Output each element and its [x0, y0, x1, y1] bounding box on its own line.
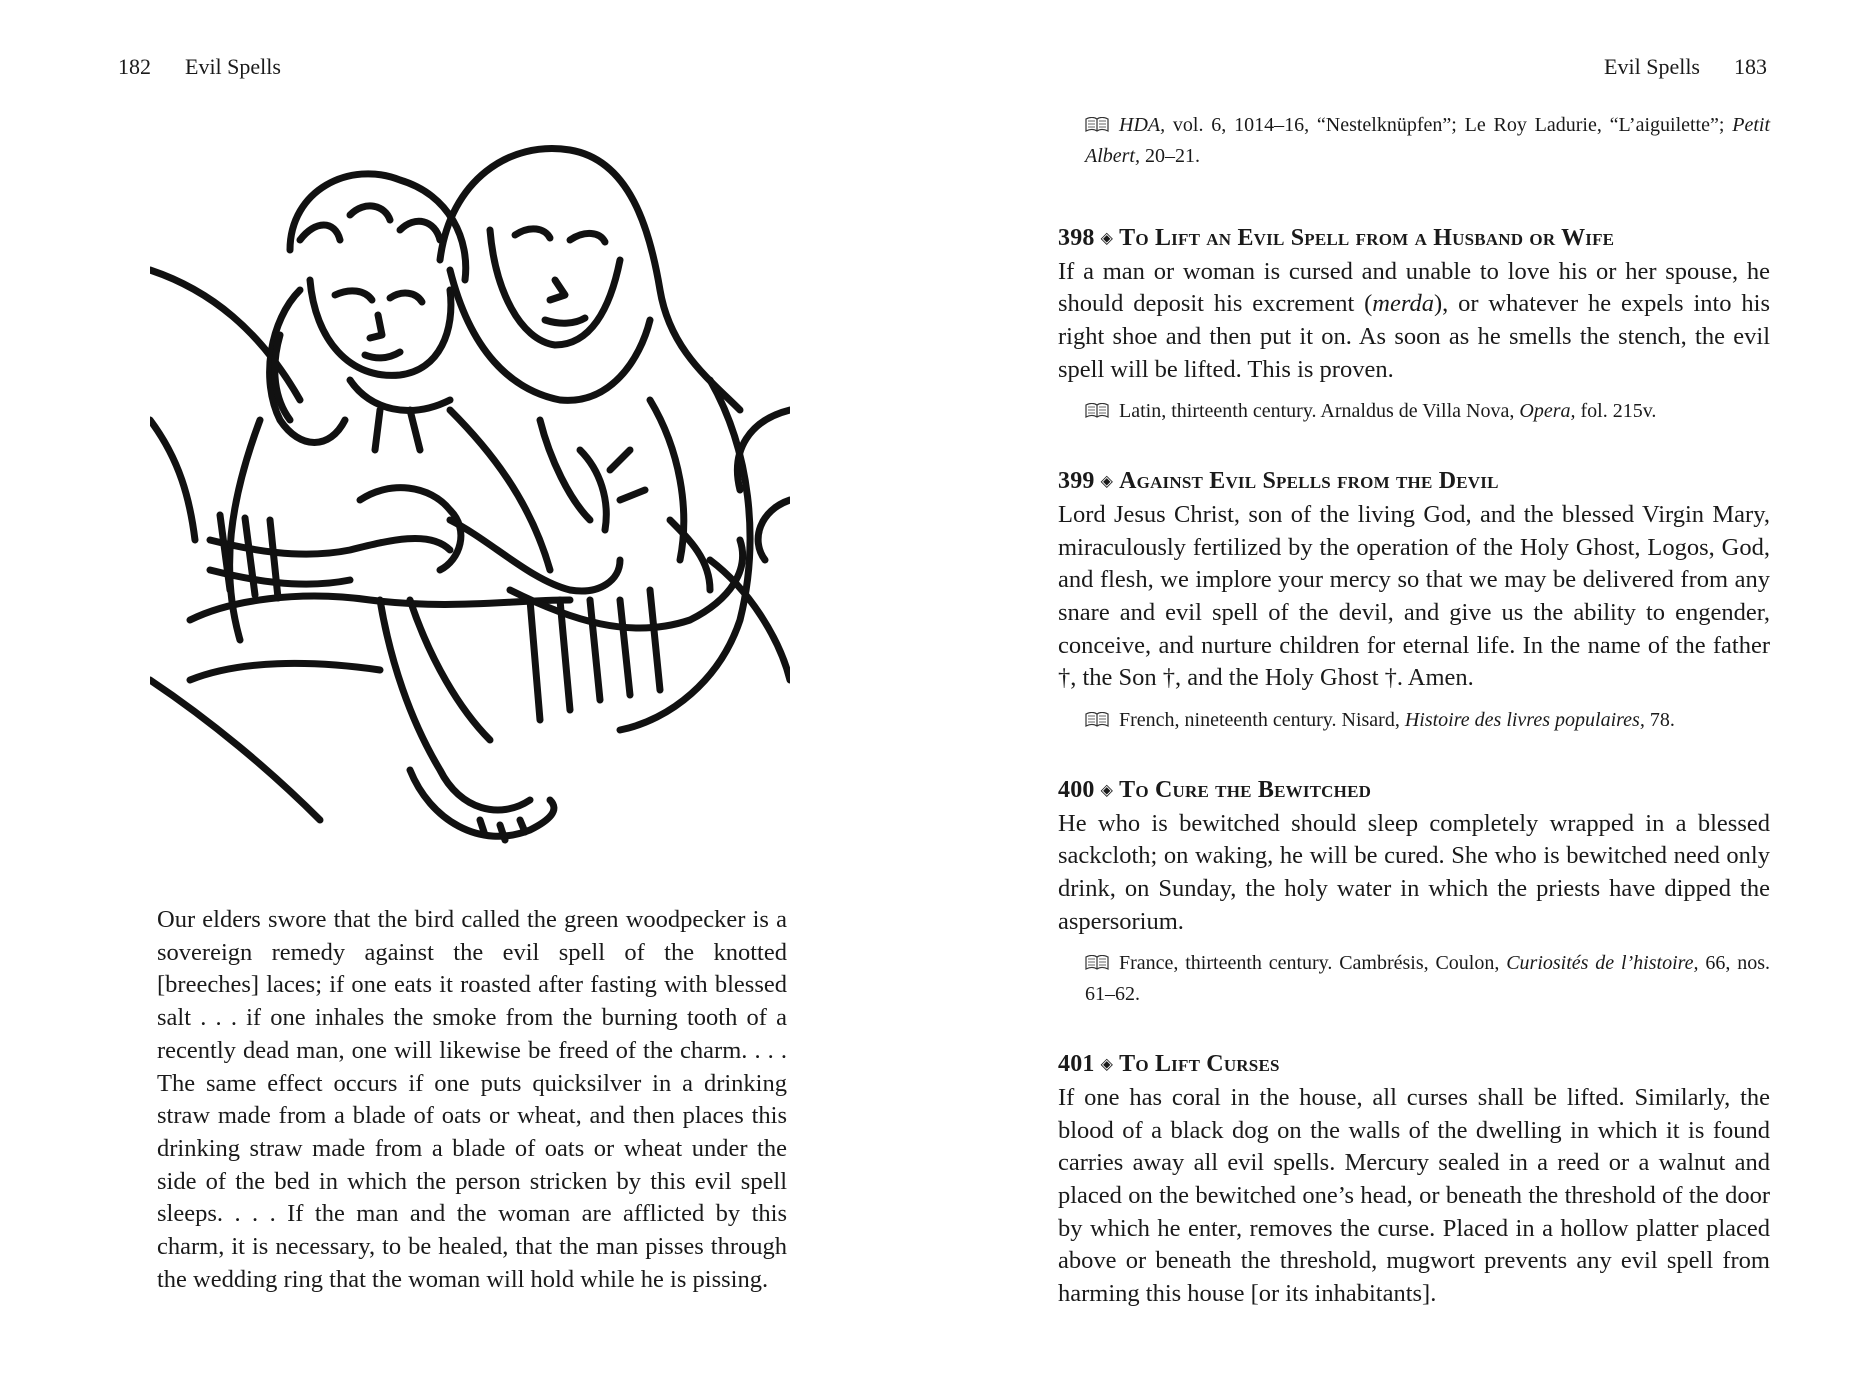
entry-body-italic: merda	[1372, 290, 1434, 318]
entry-heading	[1058, 222, 1770, 256]
open-book-icon	[1085, 955, 1109, 969]
diamond-ornament-icon: ◈	[1100, 1056, 1114, 1074]
entry-title: To Lift an Evil Spell from a Husband or Wife	[1119, 225, 1615, 251]
diamond-ornament-icon: ◈	[1100, 473, 1114, 491]
entry-number: 401	[1058, 1051, 1095, 1078]
top-source-italic-2: Petit Albert,	[1085, 114, 1770, 167]
entry-body: Lord Jesus Christ, son of the living God, and the blessed Virgin Mary, miraculously fertilized by the operation of the Holy Ghost, Logos, God, and flesh, we implore your mercy so that we may be delivered from any snare and evil spell of the devil, and give us the ability to engender, conceive, and nurture children for eternal life. In the name of the father †, the Son †, and the Holy Ghost †. Amen.	[1058, 500, 1770, 692]
entry-body: If one has coral in the house, all curses shall be lifted. Similarly, the blood of a black dog on the walls of the dwelling in which it is found carries away all evil spells. Mercury sealed in a reed or a walnut and placed on the bewitched one’s head, or beneath the threshold of the door by which he enter, removes the curse. Placed in a hollow platter placed above or beneath the threshold, mugwort prevents any evil spell from harming this house [or its inhabitants].	[1058, 1083, 1770, 1308]
source-text: Latin, thirteenth century. Arnaldus de Villa Nova,	[1119, 400, 1520, 423]
entry-body-part: If a man or woman is cursed and unable to love his or her spouse, he should deposit his excrement (	[1058, 257, 1770, 318]
entry-heading	[1058, 465, 1770, 499]
source-text: 66, nos. 61–62.	[1085, 952, 1770, 1006]
right-running-head	[1604, 54, 1767, 80]
entry-heading	[1058, 774, 1770, 808]
right-page-number: 183	[1734, 54, 1767, 79]
top-source-italic-1: HDA,	[1119, 114, 1166, 136]
entry-number: 398	[1058, 225, 1095, 251]
source-text: fol. 215v.	[1575, 400, 1657, 423]
source-italic: Histoire des livres populaires,	[1404, 709, 1645, 732]
entry-source-note	[1058, 705, 1770, 736]
entry-source-note	[1058, 948, 1770, 1010]
entry-body	[1058, 256, 1770, 387]
source-italic: Opera,	[1519, 400, 1576, 423]
entry-body: He who is bewitched should sleep completely wrapped in a blessed sackcloth; on waking, he will be cured. She who is bewitched need only drink, on Sunday, the holy water in which the priests have dipped the aspersorium.	[1058, 809, 1770, 935]
right-page	[932, 0, 1865, 1399]
left-page-number: 182	[118, 54, 151, 79]
source-text: France, thirteenth century. Cambrésis, Coulon,	[1119, 952, 1507, 975]
source-text: French, nineteenth century. Nisard,	[1119, 709, 1405, 732]
source-text: 78.	[1644, 709, 1675, 732]
entry-number: 400	[1058, 777, 1095, 804]
open-book-icon	[1085, 403, 1109, 417]
entry-title: Against Evil Spells from the Devil	[1119, 468, 1499, 495]
entry-title: To Cure the Bewitched	[1119, 777, 1372, 804]
top-source-text-2: 20–21.	[1140, 145, 1200, 167]
source-italic: Curiosités de l’histoire,	[1506, 952, 1699, 975]
top-source-note	[1058, 110, 1770, 172]
entry-400	[1058, 774, 1770, 1010]
entry-heading	[1058, 1048, 1770, 1082]
left-page	[0, 0, 932, 1399]
entry-401	[1058, 1048, 1770, 1310]
entry-body-part: ), or whatever he expels into his right shoe and then put it on. As soon as he smells the stench, the evil spell will be lifted. This is proven.	[1058, 290, 1770, 383]
open-book-icon	[1085, 712, 1109, 726]
woodcut-illustration	[150, 120, 790, 870]
left-body-text: Our elders swore that the bird called the green woodpecker is a sovereign remedy against the evil spell of the knotted [breeches] laces; if one eats it roasted after fasting with blessed salt . . . if one inhales the smoke from the burning tooth of a recently dead man, one will likewise be freed of the charm. . . . The same effect occurs if one puts quicksilver in a drinking straw made from a blade of oats or wheat, and then places this drinking straw made from a blade of oats or wheat under the side of the bed in which the person stricken by this evil spell sleeps. . . . If the man and the woman are afflicted by this charm, it is necessary, to be healed, that the man pisses through the wedding ring that the woman will hold while he is pissing.	[157, 906, 787, 1293]
entry-398	[1058, 222, 1770, 427]
entry-source-note	[1058, 396, 1770, 427]
left-running-title: Evil Spells	[185, 54, 281, 79]
entry-title: To Lift Curses	[1119, 1051, 1280, 1078]
top-source-text-1: vol. 6, 1014–16, “Nestelknüpfen”; Le Roy Ladurie, “L’aiguilette”;	[1165, 114, 1733, 136]
left-running-head	[118, 54, 281, 80]
diamond-ornament-icon: ◈	[1100, 782, 1114, 800]
right-column	[1058, 110, 1770, 1321]
diamond-ornament-icon: ◈	[1100, 230, 1114, 247]
entry-399	[1058, 465, 1770, 736]
entry-number: 399	[1058, 468, 1095, 495]
right-running-title: Evil Spells	[1604, 54, 1700, 79]
open-book-icon	[1085, 117, 1109, 131]
